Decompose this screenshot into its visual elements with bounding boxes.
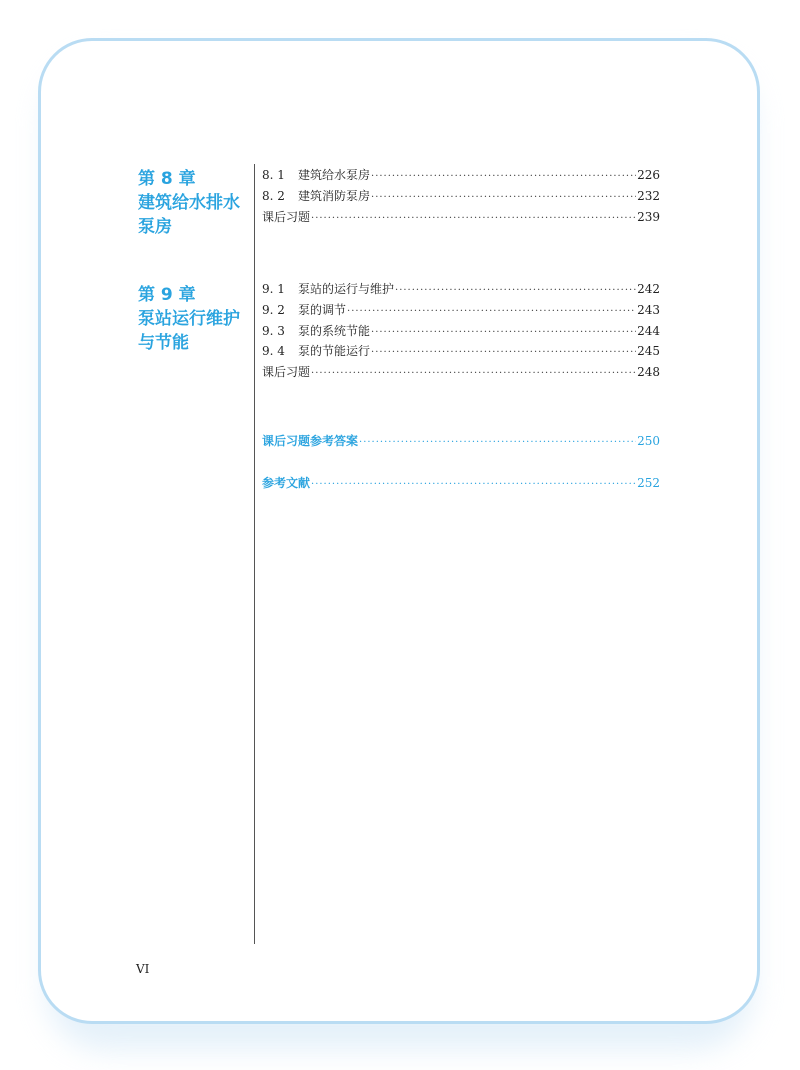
chapter-number: 第 8 章 (138, 169, 196, 189)
page-number: 250 (637, 434, 660, 448)
toc-entry[interactable] (262, 166, 660, 187)
section-number: 9. 3 (262, 323, 285, 338)
page-number: 243 (637, 302, 660, 317)
dot-leader (371, 347, 636, 358)
chapter-title-line: 建筑给水排水 (138, 193, 240, 213)
toc-entry[interactable] (262, 280, 660, 301)
dot-leader (311, 213, 636, 224)
chapter-9-toc (262, 280, 660, 384)
section-title: 泵的系统节能 (298, 323, 371, 338)
section-title: 建筑给水泵房 (298, 168, 371, 182)
chapter-title-line: 泵房 (138, 217, 172, 237)
section-title: 课后习题 (262, 365, 311, 380)
dot-leader (347, 306, 636, 317)
section-number: 9. 1 (262, 282, 285, 296)
dot-leader (371, 327, 636, 338)
dot-leader (371, 171, 636, 182)
dot-leader (395, 285, 636, 296)
section-title: 泵的节能运行 (298, 344, 371, 359)
page-number: 252 (637, 476, 660, 490)
folio-page-number: VI (136, 962, 150, 976)
page-number: 245 (637, 344, 660, 359)
page-number: 232 (637, 188, 660, 203)
dot-leader (359, 437, 636, 448)
section-number: 9. 2 (262, 302, 285, 317)
page-number: 242 (637, 282, 660, 296)
chapter-title-line: 与节能 (138, 333, 189, 353)
chapter-9-heading-block (138, 283, 248, 355)
toc-entry[interactable] (262, 363, 660, 384)
section-number: 8. 1 (262, 168, 285, 182)
chapter-number: 第 9 章 (138, 285, 196, 305)
appendix-references (262, 474, 660, 495)
chapter-8-heading-block (138, 167, 248, 239)
toc-entry-answers[interactable] (262, 432, 660, 453)
dot-leader (371, 192, 636, 203)
toc-entry[interactable] (262, 301, 660, 322)
appendix-title: 参考文献 (262, 476, 311, 490)
page-number: 226 (637, 168, 660, 182)
page-number: 248 (637, 365, 660, 380)
section-number: 9. 4 (262, 344, 285, 359)
dot-leader (311, 479, 636, 490)
toc-entry-references[interactable] (262, 474, 660, 495)
column-divider (254, 164, 255, 944)
chapter-8-toc (262, 166, 660, 228)
section-title: 课后习题 (262, 209, 311, 224)
appendix-answers (262, 432, 660, 453)
toc-entry[interactable] (262, 187, 660, 208)
section-title: 建筑消防泵房 (298, 188, 371, 203)
page-number: 244 (637, 323, 660, 338)
toc-entry[interactable] (262, 208, 660, 229)
toc-entry[interactable] (262, 322, 660, 343)
page-number: 239 (637, 209, 660, 224)
dot-leader (311, 368, 636, 379)
appendix-title: 课后习题参考答案 (262, 434, 359, 448)
section-title: 泵的调节 (298, 302, 347, 317)
chapter-title-line: 泵站运行维护 (138, 309, 240, 329)
section-title: 泵站的运行与维护 (298, 282, 395, 296)
toc-entry[interactable] (262, 342, 660, 363)
section-number: 8. 2 (262, 188, 285, 203)
